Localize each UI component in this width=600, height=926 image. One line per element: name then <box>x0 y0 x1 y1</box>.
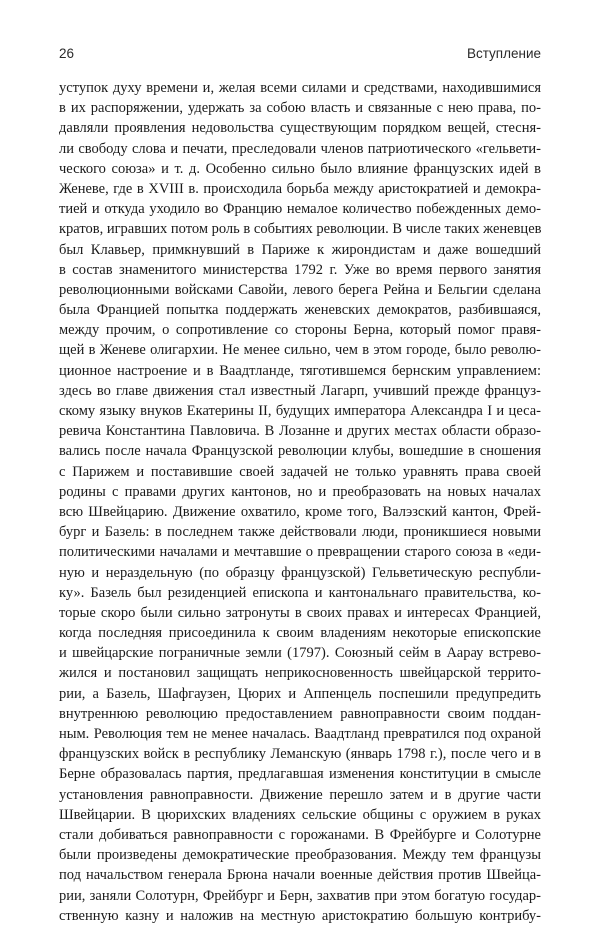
text-line: стали добиваться равноправности с горожанами. В Фрейбурге и Солотурне <box>59 826 541 843</box>
text-line: была Францией попытка поддержать женевских демократов, разбившаяся, <box>59 302 541 319</box>
text-line: вались после начала Французской революции клубы, вошедшие в сношения <box>59 443 541 460</box>
text-line: в состав знаменитого министерства 1792 г. Уже во время первого занятия <box>59 261 541 278</box>
text-line: всю Швейцарию. Движение охватило, кроме того, Валэзский кантон, Фрей- <box>59 503 541 520</box>
text-line: бург и Базель: в последнем также действовали люди, проникшиеся новыми <box>59 524 541 541</box>
text-line: ли свободу слова и печати, преследовали членов патриотического «гельвети- <box>59 140 541 157</box>
text-line: Берне образовалась партия, предлагавшая изменения конституции в смысле <box>59 766 541 783</box>
text-line: между прочим, о сопротивление со стороны Берна, который помог правя- <box>59 322 541 339</box>
text-line: внутреннюю революцию предоставлением равноправности своим поддан- <box>59 705 541 722</box>
text-line: под начальством генерала Брюна начали военные действия против Швейца- <box>59 867 541 884</box>
text-line: был Клавьер, примкнувший в Париже к жирондистам и даже вошедший <box>59 241 541 258</box>
text-line: когда последняя присоединила к своим владениям некоторые епископские <box>59 625 541 642</box>
text-line: щей в Женеве олигархии. Не менее сильно, чем в этом городе, было револю- <box>59 342 541 359</box>
text-line: жился и постановил защищать неприкосновенность швейцарской террито- <box>59 665 541 682</box>
text-line: скому языку внуков Екатерины II, будущих императора Александра I и цеса- <box>59 403 541 419</box>
text-line: ную и нераздельную (по образцу французской) Гельветическую республи- <box>59 564 541 581</box>
page-header <box>59 46 541 66</box>
text-line: тией и откуда уходило во Францию немалое количество побежденных демо- <box>59 201 541 218</box>
text-line: были произведены демократические преобразования. Между тем французы <box>59 847 541 864</box>
text-line: здесь во главе движения стал известный Лагарп, учивший прежде француз- <box>59 382 541 399</box>
text-line: политическими началами и мечтавшие о превращении старого союза в «еди- <box>59 544 541 561</box>
text-line: уступок духу времени и, желая всеми силами и средствами, находившимися <box>59 80 541 96</box>
text-line: Женеве, где в XVIII в. происходила борьба между аристократией и демокра- <box>59 180 541 197</box>
text-line: с Парижем и поставившие своей задачей не только уравнять права своей <box>59 463 541 480</box>
text-line: французских войск в республику Леманскую (январь 1798 г.), после чего и в <box>59 746 541 763</box>
text-line: рии, заняли Солотурн, Фрейбург и Берн, захватив при этом богатую государ- <box>59 887 541 904</box>
text-line: ревича Константина Павловича. В Лозанне и других местах области образо- <box>59 423 541 440</box>
page-number: 26 <box>59 46 75 61</box>
text-line: кратов, игравших потом роль в событиях революции. В числе таких женевцев <box>59 221 542 238</box>
text-line: родины с правами других кантонов, но и преобразовать на новых началах <box>59 483 541 500</box>
text-line: революционными войсками Савойи, левого берега Рейна и Бельгии сделана <box>59 281 541 298</box>
body-text <box>59 78 541 926</box>
text-line: ственную казну и наложив на местную аристократию большую контрибу- <box>59 907 541 924</box>
text-line: ным. Революция тем не менее началась. Ваадтланд превратился под охраной <box>59 726 541 742</box>
text-line: ку». Базель был резиденцией епископа и кантональнаго правительства, ко- <box>59 584 541 601</box>
text-line: давляли проявления недовольства существующим порядком вещей, стесня- <box>59 120 541 137</box>
text-line: рии, а Базель, Шафгаузен, Цюрих и Аппенцель поспешили предупредить <box>59 685 541 702</box>
text-line: торые скоро были сильно затронуты в своих правах и интересах Францией, <box>59 604 541 621</box>
text-line: в их распоряжении, удержать за собою власть и связанные с нею права, по- <box>59 100 541 117</box>
text-line: ческого союза» и т. д. Особенно сильно было влияние французских идей в <box>59 160 541 177</box>
text-line: ционное настроение и в Ваадтланде, тяготившемся бернским управлением: <box>59 362 541 379</box>
running-title: Вступление <box>466 46 541 61</box>
text-line: и швейцарские пограничные земли (1797). Союзный сейм в Аарау встрево- <box>59 645 541 662</box>
text-line: установления равноправности. Движение перешло затем и в другие части <box>59 786 541 803</box>
text-line: Швейцарии. В цюрихских владениях сельские общины с оружием в руках <box>59 806 541 823</box>
